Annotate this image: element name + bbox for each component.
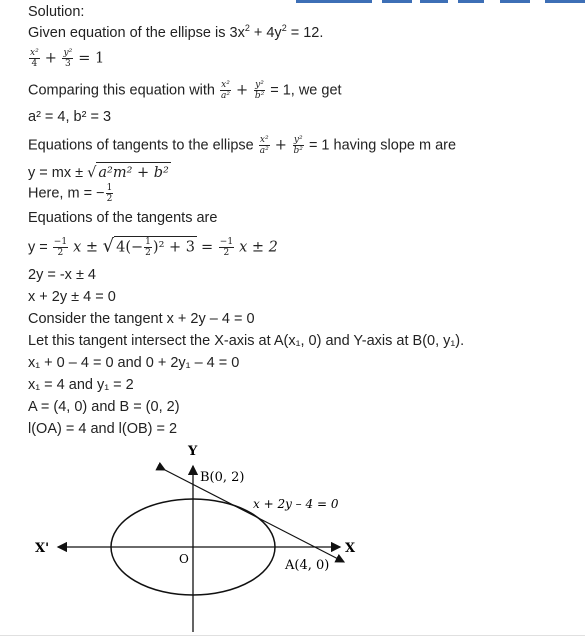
tangent-equation-line: Equations of tangents to the ellipse $\frac{\text{x²}}{\text{a²}}$ + $\frac{\text{y²}}{\text{b²}}$ = 1 having slope m are — [28, 135, 457, 156]
step-line: 2y = -x ± 4 — [28, 267, 96, 283]
step-line: A = (4, 0) and B = (0, 2) — [28, 399, 180, 415]
step-line: x₁ + 0 – 4 = 0 and 0 + 2y₁ – 4 = 0 — [28, 355, 240, 371]
tangents-heading-line: Equations of the tangents are — [28, 210, 218, 226]
tangent-formula-line: y = mx ± √ a²m² + b² — [28, 162, 171, 183]
fraction: $\frac{-1}{2}$ — [53, 237, 68, 259]
ellipse-standard-form: $\frac{\text{x²}}{4}$ + $\frac{\text{y²}}{3}$ = 1 — [30, 48, 105, 69]
a-b-values-line: a² = 4, b² = 3 — [28, 109, 112, 125]
square-root: √ 4(− $\frac{1}{2}$ )² + 3 — [102, 235, 195, 258]
divider — [0, 635, 585, 636]
step-line: Consider the tangent x + 2y – 4 = 0 — [28, 311, 255, 327]
fraction: $\frac{\text{x²}}{\text{a²}}$ — [221, 80, 231, 101]
comparing-line: Comparing this equation with $\frac{\text{x²}}{\text{a²}}$ + $\frac{\text{y²}}{\text{b²}}$ = 1, we get — [28, 80, 342, 101]
fraction: $\frac{\text{y²}}{\text{b²}}$ — [293, 135, 303, 156]
fraction: $\frac{1}{2}$ — [106, 183, 113, 204]
origin-label: O — [179, 552, 189, 566]
tangent-line — [165, 470, 344, 562]
step-line: x + 2y ± 4 = 0 — [28, 289, 116, 305]
step-line: l(OA) = 4 and l(OB) = 2 — [28, 421, 178, 437]
x-prime-axis-label: X' — [35, 541, 50, 556]
fraction: $\frac{\text{x²}}{\text{a²}}$ — [259, 135, 269, 156]
y-axis-label: Y — [188, 444, 198, 459]
solution-heading: Solution: — [28, 4, 85, 20]
point-b-label: B(0, 2) — [200, 470, 245, 485]
tangent-line-label: x + 2y – 4 = 0 — [253, 497, 339, 511]
fraction: $\frac{\text{x²}}{4}$ — [30, 48, 39, 69]
fraction: $\frac{\text{y²}}{3}$ — [63, 48, 73, 69]
step-line: Let this tangent intersect the X-axis at A(x₁, 0) and Y-axis at B(0, y₁). — [28, 333, 465, 349]
given-equation-line: Given equation of the ellipse is $3x^2 + 4y^2 = 12$. — [28, 23, 324, 41]
square-root: √ a²m² + b² — [87, 162, 171, 183]
slope-value-line: Here, m = − $\frac{1}{2}$ — [28, 183, 113, 204]
x-axis-label: X — [345, 541, 356, 556]
fraction: $\frac{-1}{2}$ — [219, 237, 234, 259]
point-a-label: A(4, 0) — [285, 558, 330, 573]
fraction: $\frac{\text{y²}}{\text{b²}}$ — [254, 80, 265, 101]
step-line: x₁ = 4 and y₁ = 2 — [28, 377, 134, 393]
tangents-derivation-line: y = $\frac{-1}{2}$ x ± √ 4(− $\frac{1}{2}$ )² + 3 = $\frac{-1}{2}$ x ± 2 — [28, 235, 278, 259]
